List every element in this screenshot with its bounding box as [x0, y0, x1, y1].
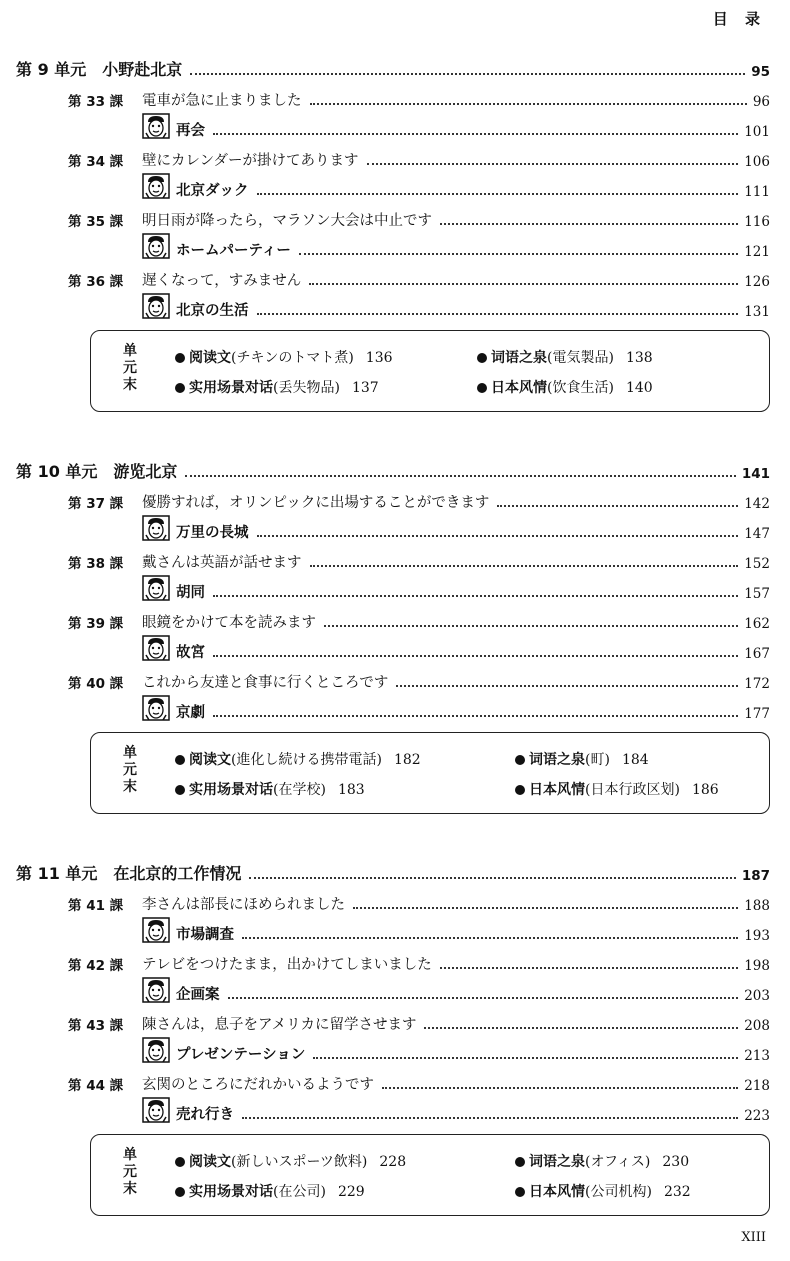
lesson-page: 96 [752, 94, 770, 110]
lesson-title: 戴さんは英語が話せます [142, 555, 302, 571]
item-sub: (オフィス) [585, 1154, 651, 1170]
reading-row[interactable] [16, 290, 770, 320]
item-sub: (日本行政区划) [585, 782, 680, 798]
lesson-page: 188 [744, 898, 770, 914]
lesson-title: 陳さんは，息子をアメリカに留学させます [142, 1017, 417, 1033]
reading-title: プレゼンテーション [176, 1047, 306, 1063]
lesson-number: 第 44 課 [68, 1078, 124, 1094]
chef-face-icon [142, 917, 170, 943]
dot-leader [382, 1087, 738, 1089]
lesson-row[interactable] [16, 944, 770, 974]
unit-end-box [90, 732, 770, 814]
reading-page: 131 [744, 304, 770, 320]
dot-leader [185, 475, 735, 477]
label-char: 单 [123, 745, 137, 761]
reading-title: 京劇 [176, 705, 205, 721]
dot-leader [313, 1057, 738, 1059]
lesson-number: 第 40 課 [68, 676, 124, 692]
item-sub: (饮食生活) [547, 380, 614, 396]
reading-page: 223 [744, 1108, 770, 1124]
bullet-icon [515, 1187, 525, 1197]
chef-face-icon [142, 1097, 170, 1123]
lesson-number: 第 36 課 [68, 274, 124, 290]
reading-page: 193 [744, 928, 770, 944]
reading-title: 北京の生活 [176, 303, 249, 319]
item-sub: (電気製品) [547, 350, 614, 366]
reading-title: 市場調査 [176, 927, 234, 943]
reading-page: 157 [744, 586, 770, 602]
reading-page: 121 [744, 244, 770, 260]
toc-page [16, 44, 770, 1250]
unit-9 [16, 44, 770, 412]
dot-leader [249, 877, 735, 879]
chef-face-icon [142, 575, 170, 601]
item-sub: (在学校) [273, 782, 326, 798]
reading-page: 111 [744, 184, 770, 200]
item-name: 实用场景对话 [189, 1184, 273, 1200]
lesson-page: 152 [744, 556, 770, 572]
bullet-icon [515, 785, 525, 795]
reading-page: 203 [744, 988, 770, 1004]
lesson-number: 第 41 課 [68, 898, 124, 914]
item-sub: (進化し続ける携帯電話) [231, 752, 382, 768]
unit-end-item[interactable] [477, 347, 653, 367]
lesson-row[interactable] [16, 140, 770, 170]
dot-leader [257, 535, 739, 537]
lesson-page: 126 [744, 274, 770, 290]
reading-row[interactable] [16, 1094, 770, 1124]
dot-leader [242, 937, 738, 939]
item-page: 136 [365, 350, 393, 366]
lesson-number: 第 35 課 [68, 214, 124, 230]
unit-page: 187 [741, 868, 770, 884]
lesson-page: 208 [744, 1018, 770, 1034]
item-sub: (新しいスポーツ飲料) [231, 1154, 368, 1170]
unit-end-box [90, 330, 770, 412]
item-name: 阅读文 [189, 350, 231, 366]
item-name: 日本风情 [529, 1184, 585, 1200]
label-char: 元 [123, 1164, 137, 1180]
reading-page: 177 [744, 706, 770, 722]
dot-leader [213, 655, 738, 657]
lesson-title: 壁にカレンダーが掛けてあります [142, 153, 359, 169]
reading-title: 胡同 [176, 585, 205, 601]
item-sub: (丢失物品) [273, 380, 340, 396]
dot-leader [190, 73, 745, 75]
item-page: 229 [337, 1184, 365, 1200]
unit-title: 第 10 单元 游览北京 [16, 462, 178, 481]
dot-leader [310, 103, 747, 105]
lesson-row[interactable] [16, 884, 770, 914]
lesson-page: 172 [744, 676, 770, 692]
lesson-row[interactable] [16, 602, 770, 632]
unit-end-item[interactable] [175, 779, 365, 799]
chef-face-icon [142, 515, 170, 541]
unit-end-label [121, 1147, 139, 1198]
dot-leader [396, 685, 738, 687]
lesson-number: 第 39 課 [68, 616, 124, 632]
chef-face-icon [142, 173, 170, 199]
lesson-title: 優勝すれば，オリンピックに出場することができます [142, 495, 490, 511]
lesson-page: 198 [744, 958, 770, 974]
unit-end-box [90, 1134, 770, 1216]
bullet-icon [515, 1157, 525, 1167]
unit-end-label [121, 745, 139, 796]
item-page: 228 [379, 1154, 407, 1170]
lesson-row[interactable] [16, 482, 770, 512]
lesson-title: 明日雨が降ったら，マラソン大会は中止です [142, 213, 432, 229]
item-sub: (公司机构) [585, 1184, 652, 1200]
lesson-title: これから友達と食事に行くところです [142, 675, 389, 691]
unit-end-item[interactable] [175, 1181, 365, 1201]
item-sub: (町) [585, 752, 610, 768]
lesson-number: 第 37 課 [68, 496, 124, 512]
lesson-number: 第 34 課 [68, 154, 124, 170]
reading-page: 147 [744, 526, 770, 542]
reading-title: 売れ行き [176, 1107, 234, 1123]
lesson-title: 電車が急に止まりました [142, 93, 302, 109]
lesson-title: 李さんは部長にほめられました [142, 897, 345, 913]
label-char: 末 [123, 1181, 137, 1197]
label-char: 元 [123, 762, 137, 778]
reading-title: 再会 [176, 123, 205, 139]
lesson-row[interactable] [16, 1004, 770, 1034]
bullet-icon [175, 353, 185, 363]
lesson-page: 142 [744, 496, 770, 512]
bullet-icon [515, 755, 525, 765]
reading-page: 101 [744, 124, 770, 140]
reading-row[interactable] [16, 170, 770, 200]
dot-leader [424, 1027, 738, 1029]
unit-end-label [121, 343, 139, 394]
reading-title: 企画案 [176, 987, 220, 1003]
dot-leader [257, 193, 739, 195]
unit-11 [16, 848, 770, 1216]
bullet-icon [175, 1157, 185, 1167]
item-page: 183 [337, 782, 365, 798]
dot-leader [242, 1117, 738, 1119]
item-page: 137 [351, 380, 379, 396]
unit-end-item[interactable] [477, 377, 653, 397]
lesson-number: 第 38 課 [68, 556, 124, 572]
lesson-row[interactable] [16, 542, 770, 572]
dot-leader [310, 565, 739, 567]
unit-title-row[interactable] [16, 848, 770, 884]
item-name: 词语之泉 [529, 752, 585, 768]
item-name: 词语之泉 [491, 350, 547, 366]
bullet-icon [477, 383, 487, 393]
chef-face-icon [142, 1037, 170, 1063]
label-char: 元 [123, 360, 137, 376]
dot-leader [440, 223, 738, 225]
reading-row[interactable] [16, 692, 770, 722]
unit-page: 95 [751, 64, 770, 80]
reading-row[interactable] [16, 632, 770, 662]
unit-end-item[interactable] [175, 377, 379, 397]
item-name: 词语之泉 [529, 1154, 585, 1170]
bullet-icon [175, 785, 185, 795]
item-page: 184 [621, 752, 649, 768]
lesson-page: 162 [744, 616, 770, 632]
lesson-row[interactable] [16, 260, 770, 290]
lesson-page: 116 [744, 214, 770, 230]
bullet-icon [175, 383, 185, 393]
lesson-number: 第 33 課 [68, 94, 124, 110]
lesson-title: 玄関のところにだれかいるようです [142, 1077, 374, 1093]
dot-leader [353, 907, 738, 909]
item-name: 日本风情 [491, 380, 547, 396]
reading-title: 万里の長城 [176, 525, 249, 541]
dot-leader [324, 625, 738, 627]
unit-end-item[interactable] [515, 749, 649, 769]
chef-face-icon [142, 695, 170, 721]
unit-end-item[interactable] [175, 347, 393, 367]
unit-title-row[interactable] [16, 44, 770, 80]
dot-leader [440, 967, 739, 969]
dot-leader [367, 163, 739, 165]
dot-leader [213, 595, 738, 597]
reading-row[interactable] [16, 110, 770, 140]
label-char: 单 [123, 343, 137, 359]
unit-10 [16, 446, 770, 814]
unit-end-item[interactable] [175, 1151, 406, 1171]
lesson-number: 第 43 課 [68, 1018, 124, 1034]
chef-face-icon [142, 635, 170, 661]
item-page: 230 [662, 1154, 690, 1170]
dot-leader [257, 313, 739, 315]
lesson-title: 眼鏡をかけて本を読みます [142, 615, 316, 631]
item-page: 186 [691, 782, 719, 798]
item-page: 232 [663, 1184, 691, 1200]
unit-title: 第 11 单元 在北京的工作情况 [16, 864, 242, 883]
label-char: 末 [123, 377, 137, 393]
item-name: 阅读文 [189, 752, 231, 768]
item-name: 实用场景对话 [189, 782, 273, 798]
dot-leader [309, 283, 738, 285]
item-name: 实用场景对话 [189, 380, 273, 396]
lesson-page: 106 [744, 154, 770, 170]
unit-title: 第 9 单元 小野赴北京 [16, 60, 183, 79]
chef-face-icon [142, 977, 170, 1003]
unit-end-item[interactable] [175, 749, 421, 769]
unit-end-item[interactable] [515, 1181, 691, 1201]
dot-leader [213, 133, 738, 135]
lesson-title: 遅くなって，すみません [142, 273, 302, 289]
reading-row[interactable] [16, 974, 770, 1004]
unit-title-row[interactable] [16, 446, 770, 482]
dot-leader [299, 253, 738, 255]
unit-end-item[interactable] [515, 779, 719, 799]
item-sub: (チキンのトマト煮) [231, 350, 354, 366]
item-name: 日本风情 [529, 782, 585, 798]
item-sub: (在公司) [273, 1184, 326, 1200]
reading-title: 故宮 [176, 645, 205, 661]
dot-leader [497, 505, 738, 507]
page-number: XIII [741, 1230, 766, 1245]
reading-title: 北京ダック [176, 183, 249, 199]
page-header: 目 录 [712, 10, 766, 28]
lesson-title: テレビをつけたまま，出かけてしまいました [142, 957, 432, 973]
lesson-row[interactable] [16, 80, 770, 110]
reading-page: 213 [744, 1048, 770, 1064]
label-char: 末 [123, 779, 137, 795]
item-name: 阅读文 [189, 1154, 231, 1170]
item-page: 140 [625, 380, 653, 396]
item-page: 138 [625, 350, 653, 366]
reading-row[interactable] [16, 512, 770, 542]
reading-row[interactable] [16, 1034, 770, 1064]
bullet-icon [175, 755, 185, 765]
chef-face-icon [142, 233, 170, 259]
lesson-page: 218 [744, 1078, 770, 1094]
label-char: 单 [123, 1147, 137, 1163]
lesson-number: 第 42 課 [68, 958, 124, 974]
unit-page: 141 [741, 466, 770, 482]
reading-row[interactable] [16, 230, 770, 260]
unit-end-item[interactable] [515, 1151, 689, 1171]
bullet-icon [477, 353, 487, 363]
dot-leader [228, 997, 739, 999]
dot-leader [213, 715, 738, 717]
reading-title: ホームパーティー [176, 243, 291, 259]
lesson-row[interactable] [16, 662, 770, 692]
bullet-icon [175, 1187, 185, 1197]
reading-page: 167 [744, 646, 770, 662]
lesson-row[interactable] [16, 1064, 770, 1094]
reading-row[interactable] [16, 914, 770, 944]
reading-row[interactable] [16, 572, 770, 602]
item-page: 182 [393, 752, 421, 768]
chef-face-icon [142, 113, 170, 139]
chef-face-icon [142, 293, 170, 319]
lesson-row[interactable] [16, 200, 770, 230]
